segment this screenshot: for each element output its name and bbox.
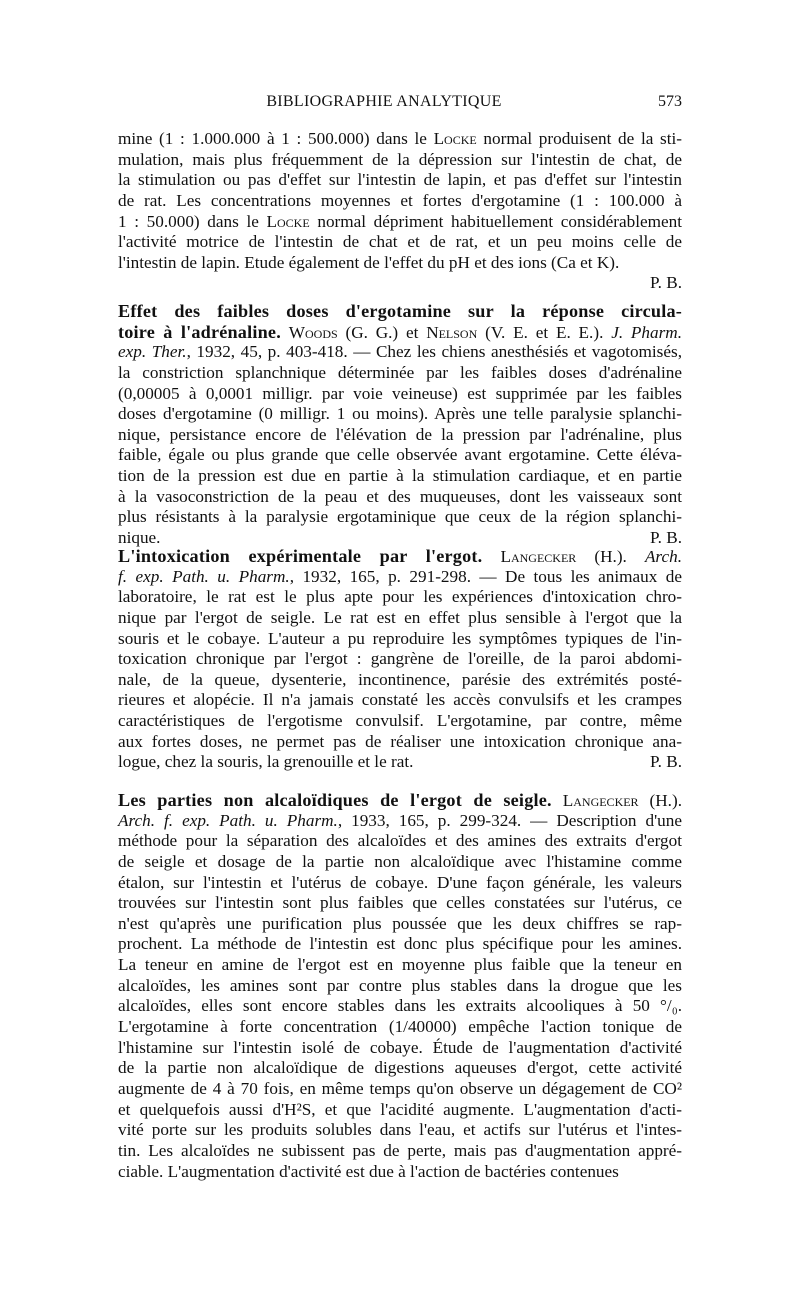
text-line: mulation, mais plus fréquemment de la dépression sur l'intestin de chat, de — [118, 149, 682, 169]
text-line: prochent. La méthode de l'intestin est donc plus spécifique pour les amines. — [118, 934, 682, 954]
text-line: l'activité motrice de l'intestin de chat et de rat, et un peu moins celle de — [118, 232, 682, 252]
text-line: (0,00005 à 0,0001 milligr. par voie veineuse) est supprimée par les faibles — [118, 383, 682, 403]
signature: P. B. — [649, 752, 682, 772]
text-line: la stimulation ou pas d'effet sur l'intestin de lapin, et pas d'effet sur l'intestin — [118, 170, 682, 190]
text-line: l'intestin de lapin. Etude également de l'effet du pH et des ions (Ca et K). — [118, 252, 620, 272]
running-header: BIBLIOGRAPHIE ANALYTIQUE — [266, 93, 502, 110]
text-line: et quelquefois aussi d'H²S, et que l'acidité augmente. L'augmentation d'acti- — [118, 1099, 682, 1119]
text-line: rieures et alopécie. Il n'a jamais constaté les accès convulsifs et les crampes — [118, 690, 682, 710]
text-line: caractéristiques de l'ergotisme convulsif. L'ergotamine, par contre, même — [118, 711, 682, 731]
text-line: 1 : 50.000) dans le Locke normal dépriment habituellement considérablement — [118, 211, 683, 231]
signature: P. B. — [649, 273, 682, 293]
entry-body — [118, 831, 682, 1182]
citation-line: f. exp. Path. u. Pharm., 1932, 165, p. 291-298. — De tous les animaux de — [118, 566, 682, 586]
text-line: nique par l'ergot de seigle. Le rat est en effet plus sensible à l'ergot que la — [118, 607, 682, 627]
text-line: alcaloïdes, elles sont encore stables dans les extraits alcooliques à 50 °/₀. — [118, 996, 682, 1016]
text-line: toxication chronique par l'ergot : gangrène de l'oreille, de la paroi abdomi- — [118, 649, 682, 669]
text-line: alcaloïdes, les amines sont par contre plus stables dans la drogue que les — [118, 975, 682, 995]
text-line: La teneur en amine de l'ergot est en moyenne plus faible que la teneur en — [118, 955, 682, 975]
text-line: la constriction splanchnique déterminée par les faibles doses d'adrénaline — [118, 362, 682, 382]
text-line: augmente de 4 à 70 fois, en même temps qu'on observe un dégagement de CO² — [118, 1078, 682, 1098]
page-number: 573 — [658, 93, 682, 110]
entry-title-line: Effet des faibles doses d'ergotamine sur la réponse circula- — [118, 301, 682, 321]
citation-line: Arch. f. exp. Path. u. Pharm., 1933, 165, p. 299-324. — Description d'une — [118, 810, 682, 830]
bibliography-entry — [118, 546, 682, 773]
text-line: tion de la pression est due en partie à la stimulation cardiaque, et en partie — [118, 466, 682, 486]
text-line: n'est qu'après une purification plus poussée que les deux chiffres se rap- — [118, 913, 682, 933]
text-line: vité porte sur les produits solubles dans l'eau, et actifs sur l'utérus et l'intes- — [118, 1120, 682, 1140]
text-line: mine (1 : 1.000.000 à 1 : 500.000) dans le Locke normal produisent de la sti- — [118, 129, 682, 148]
bibliography-entry — [118, 301, 682, 549]
citation-line: Les parties non alcaloïdiques de l'ergot de seigle. Langecker (H.). — [118, 790, 683, 810]
text-line: aux fortes doses, ne permet pas de réaliser une intoxication chronique ana- — [118, 731, 682, 751]
citation-line: toire à l'adrénaline. Woods (G. G.) et Nelson (V. E. et E. E.). J. Pharm. — [118, 321, 683, 342]
text-line: de rat. Les concentrations moyennes et fortes d'ergotamine (1 : 100.000 à — [118, 190, 682, 210]
text-line: logue, chez la souris, la grenouille et le rat. P. B. — [118, 752, 682, 772]
text-line: de seigle et dosage de la partie non alcaloïdique avec l'histamine comme — [118, 851, 682, 871]
text-line: nale, de la queue, dysenterie, incontinence, parésie des extrémités posté- — [118, 669, 682, 689]
text-line: tin. Les alcaloïdes ne subissent pas de perte, mais pas d'augmentation appré- — [118, 1140, 682, 1160]
continued-paragraph — [118, 129, 682, 294]
text-line: trouvées sur l'intestin sont plus faibles que celles constatées sur l'utérus, ce — [118, 893, 682, 913]
text-line: de la partie non alcaloïdique de digestions aqueuses d'ergot, cette activité — [118, 1058, 682, 1078]
text-line: étalon, sur l'intestin et l'utérus de cobaye. D'une façon générale, les valeurs — [118, 872, 682, 892]
text-line: nique, persistance encore de l'élévation de la pression par l'adrénaline, plus — [118, 424, 682, 444]
text-line: souris et le cobaye. L'auteur a pu reproduire les symptômes typiques de l'in- — [118, 628, 682, 648]
text-line: l'histamine sur l'intestin isolé de cobaye. Étude de l'augmentation d'activité — [118, 1037, 682, 1057]
entry-body — [118, 363, 682, 528]
citation-line: L'intoxication expérimentale par l'ergot. Langecker (H.). Arch. — [118, 546, 683, 566]
entry-body — [118, 587, 682, 752]
text-line: à la vasoconstriction de la peau et des muqueuses, dont les vaisseaux sont — [118, 486, 682, 506]
text-line: méthode pour la séparation des alcaloïdes et des amines des extraits d'ergot — [118, 831, 682, 851]
text-line: laboratoire, le rat est le plus apte pour les expériences d'intoxication chro- — [118, 587, 682, 607]
signature: P. B. — [649, 528, 682, 548]
text-line: doses d'ergotamine (0 milligr. 1 ou moins). Après une telle paralysie splanchi- — [118, 404, 682, 424]
text-line: plus résistants à la paralysie ergotaminique que ceux de la région splanchi- — [118, 507, 682, 527]
text-line: ciable. L'augmentation d'activité est due à l'action de bactéries contenues — [118, 1161, 619, 1181]
text-line: nique. P. B. — [118, 528, 682, 548]
bibliography-entry — [118, 790, 682, 1182]
text-line: L'ergotamine à forte concentration (1/40000) empêche l'action tonique de — [118, 1017, 682, 1037]
citation-line: exp. Ther., 1932, 45, p. 403-418. — Chez les chiens anesthésiés et vagotomisés, — [118, 342, 682, 362]
text-line: faible, égale ou plus grande que celle observée avant ergotamine. Cette éléva- — [118, 445, 682, 465]
